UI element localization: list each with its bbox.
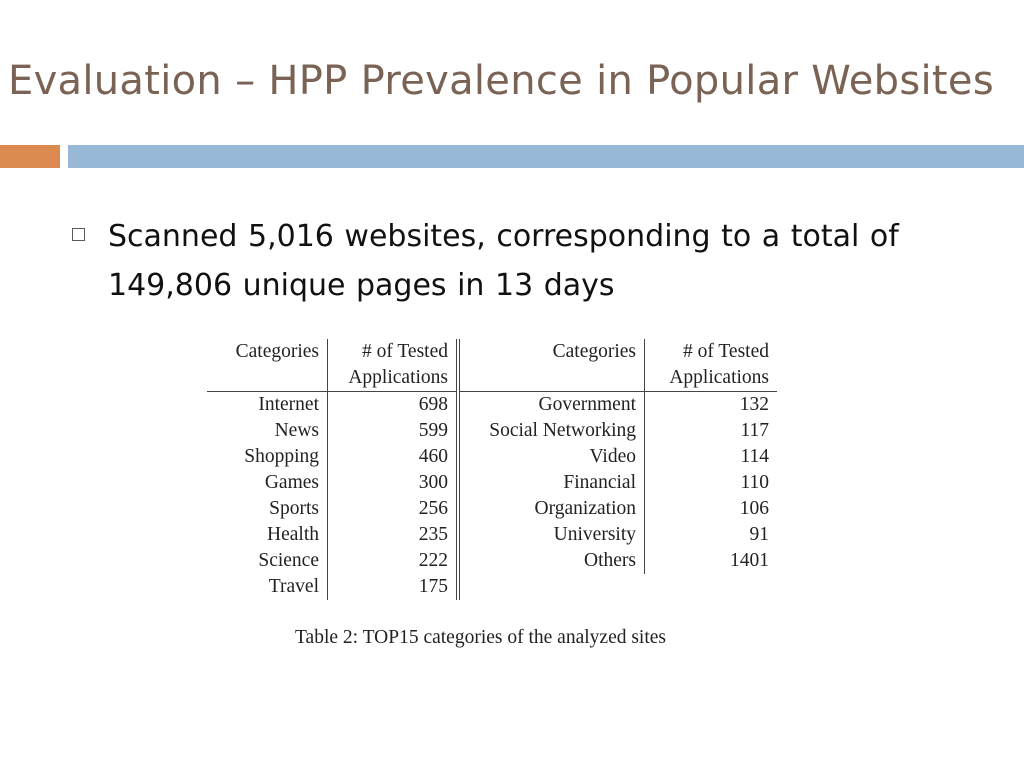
header-spacer-left: [207, 365, 328, 392]
count-cell: 132: [739, 394, 769, 415]
square-bullet-icon: [72, 228, 85, 241]
count-cell: 1401: [730, 550, 769, 571]
table-row: [207, 548, 777, 574]
count-cell: 460: [328, 444, 459, 470]
table-row: [207, 444, 777, 470]
category-cell: News: [207, 418, 328, 444]
bullet-item: [72, 212, 952, 310]
category-cell: Internet: [207, 392, 328, 419]
table-row: [207, 392, 777, 419]
count-cell: 222: [328, 548, 459, 574]
category-cell: Science: [207, 548, 328, 574]
header-tested-right-line2: Applications: [645, 365, 778, 392]
count-cell: 599: [328, 418, 459, 444]
category-cell-empty: [458, 574, 645, 600]
bullet-text: Scanned 5,016 websites, corresponding to a total of 149,806 unique pages in 13 days: [108, 219, 899, 303]
categories-table: [207, 339, 777, 600]
table-header-row: [207, 339, 777, 365]
count-cell: 106: [739, 498, 769, 519]
count-cell: 117: [740, 420, 769, 441]
title-accent-bar: [0, 145, 60, 168]
header-categories-left: Categories: [207, 339, 328, 365]
category-cell: Travel: [207, 574, 328, 600]
table-row: [207, 470, 777, 496]
category-cell: Government: [458, 392, 645, 419]
count-cell: 110: [740, 472, 769, 493]
table-row: [207, 496, 777, 522]
table-row: [207, 418, 777, 444]
slide-title: Evaluation – HPP Prevalence in Popular Websites: [8, 58, 994, 104]
category-cell: Shopping: [207, 444, 328, 470]
category-cell: Financial: [458, 470, 645, 496]
count-cell: 300: [328, 470, 459, 496]
count-cell: 91: [749, 524, 769, 545]
count-cell: 698: [328, 392, 459, 419]
title-divider-bar: [68, 145, 1024, 168]
category-cell: Organization: [458, 496, 645, 522]
table-header-row: [207, 365, 777, 392]
category-cell: University: [458, 522, 645, 548]
category-cell: Others: [458, 548, 645, 574]
table-row: [207, 522, 777, 548]
header-spacer-right: [458, 365, 645, 392]
count-cell-empty: [645, 574, 778, 600]
header-tested-right-line1: # of Tested: [682, 341, 769, 362]
category-cell: Social Networking: [458, 418, 645, 444]
category-cell: Games: [207, 470, 328, 496]
header-tested-left-line2: Applications: [328, 365, 459, 392]
count-cell: 175: [328, 574, 459, 600]
category-cell: Health: [207, 522, 328, 548]
count-cell: 256: [328, 496, 459, 522]
category-cell: Video: [458, 444, 645, 470]
categories-table-container: [207, 339, 777, 600]
header-tested-left-line1: # of Tested: [328, 339, 459, 365]
table-row: [207, 574, 777, 600]
header-categories-right: Categories: [458, 339, 645, 365]
table-caption: Table 2: TOP15 categories of the analyzed sites: [295, 627, 667, 648]
count-cell: 114: [740, 446, 769, 467]
category-cell: Sports: [207, 496, 328, 522]
count-cell: 235: [328, 522, 459, 548]
